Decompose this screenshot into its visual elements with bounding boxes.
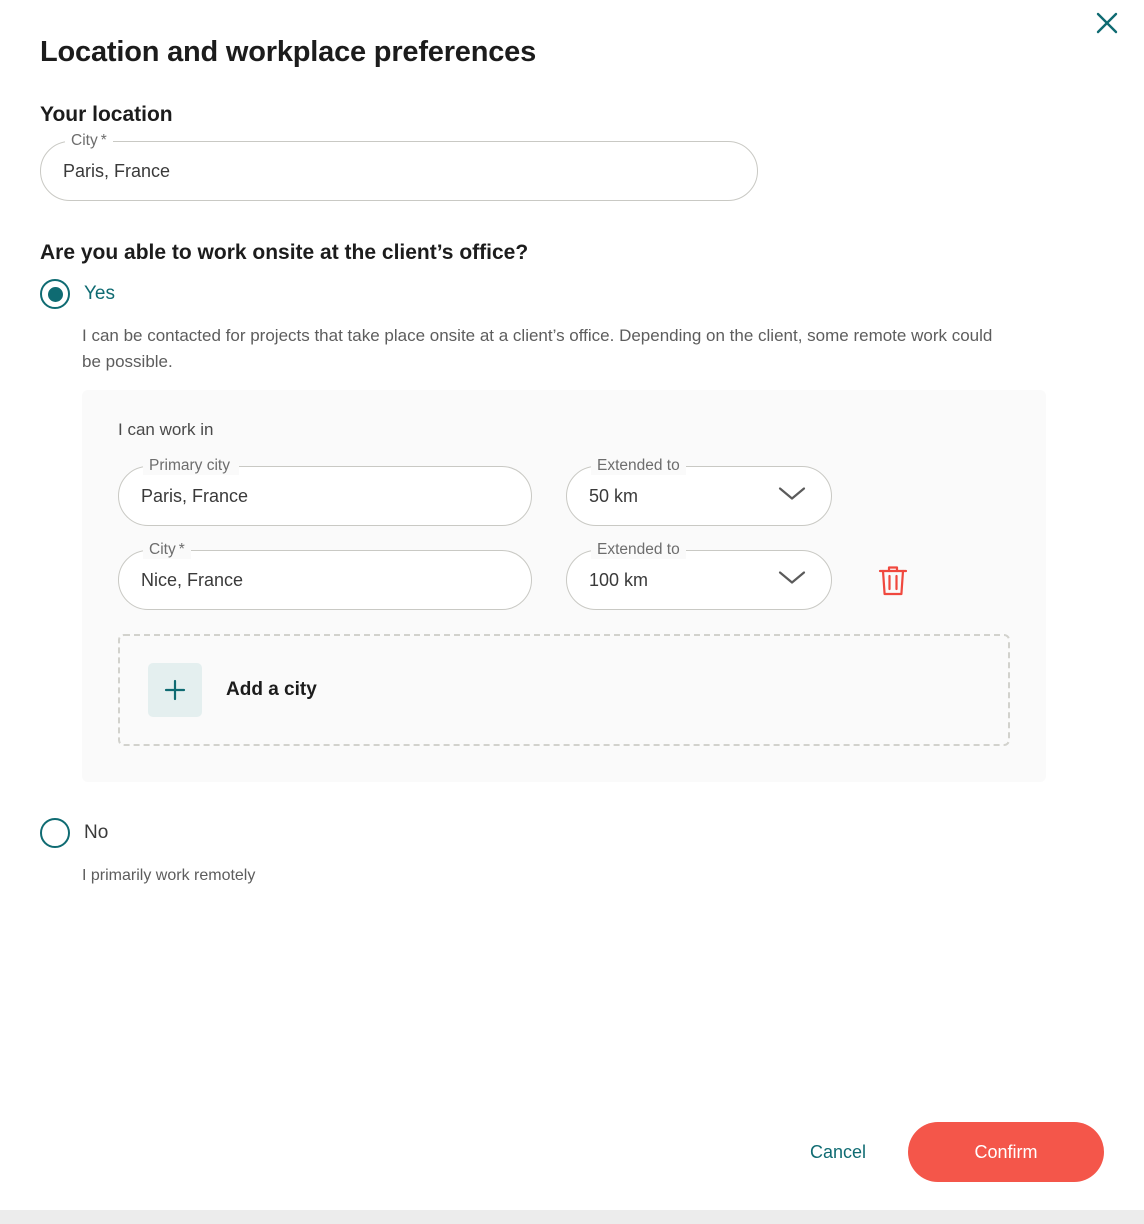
work-location-row	[118, 541, 1010, 610]
your-location-heading: Your location	[40, 103, 173, 126]
radio-no-control[interactable]	[40, 818, 70, 848]
radio-yes[interactable]	[40, 279, 1104, 309]
primary-city-label: Primary city	[143, 457, 239, 475]
add-city-button[interactable]	[118, 634, 1010, 746]
cancel-button[interactable]: Cancel	[804, 1141, 872, 1164]
radio-no-label: No	[84, 822, 109, 843]
primary-city-value: Paris, France	[141, 485, 249, 506]
primary-distance-select[interactable]	[566, 457, 832, 526]
work-locations-panel	[82, 390, 1046, 782]
plus-icon	[148, 663, 202, 717]
work-location-row	[118, 457, 1010, 526]
required-marker: *	[100, 132, 107, 149]
confirm-button[interactable]: Confirm	[908, 1122, 1104, 1182]
radio-selected-dot	[48, 287, 63, 302]
no-option-block	[40, 818, 1104, 888]
secondary-distance-label: Extended to	[591, 541, 686, 559]
your-city-label: City *	[65, 132, 113, 150]
onsite-no-helper: I primarily work remotely	[82, 867, 256, 884]
chevron-down-icon[interactable]	[777, 485, 807, 508]
page-title: Location and workplace preferences	[40, 36, 537, 68]
onsite-yes-helper: I can be contacted for projects that take place onsite at a client’s office. Depending on the client, some remote work could be possible.	[82, 326, 993, 371]
close-icon[interactable]	[1090, 6, 1124, 40]
secondary-distance-value: 100 km	[589, 569, 649, 590]
your-city-value: Paris, France	[63, 160, 171, 181]
secondary-city-field[interactable]	[118, 541, 532, 610]
add-city-label: Add a city	[226, 679, 317, 700]
primary-distance-value: 50 km	[589, 485, 639, 506]
dialog-footer	[0, 1094, 1144, 1224]
primary-distance-label: Extended to	[591, 457, 686, 475]
trash-icon[interactable]	[876, 562, 910, 598]
chevron-down-icon[interactable]	[777, 569, 807, 592]
primary-city-field[interactable]	[118, 457, 532, 526]
radio-yes-label: Yes	[84, 283, 115, 304]
your-city-field[interactable]	[40, 132, 758, 201]
secondary-distance-select[interactable]	[566, 541, 832, 610]
radio-no[interactable]	[40, 818, 1104, 848]
work-panel-label: I can work in	[118, 420, 214, 439]
secondary-city-label: City *	[143, 541, 191, 559]
onsite-question: Are you able to work onsite at the client’s office?	[40, 241, 529, 264]
radio-yes-control[interactable]	[40, 279, 70, 309]
secondary-city-value: Nice, France	[141, 569, 244, 590]
